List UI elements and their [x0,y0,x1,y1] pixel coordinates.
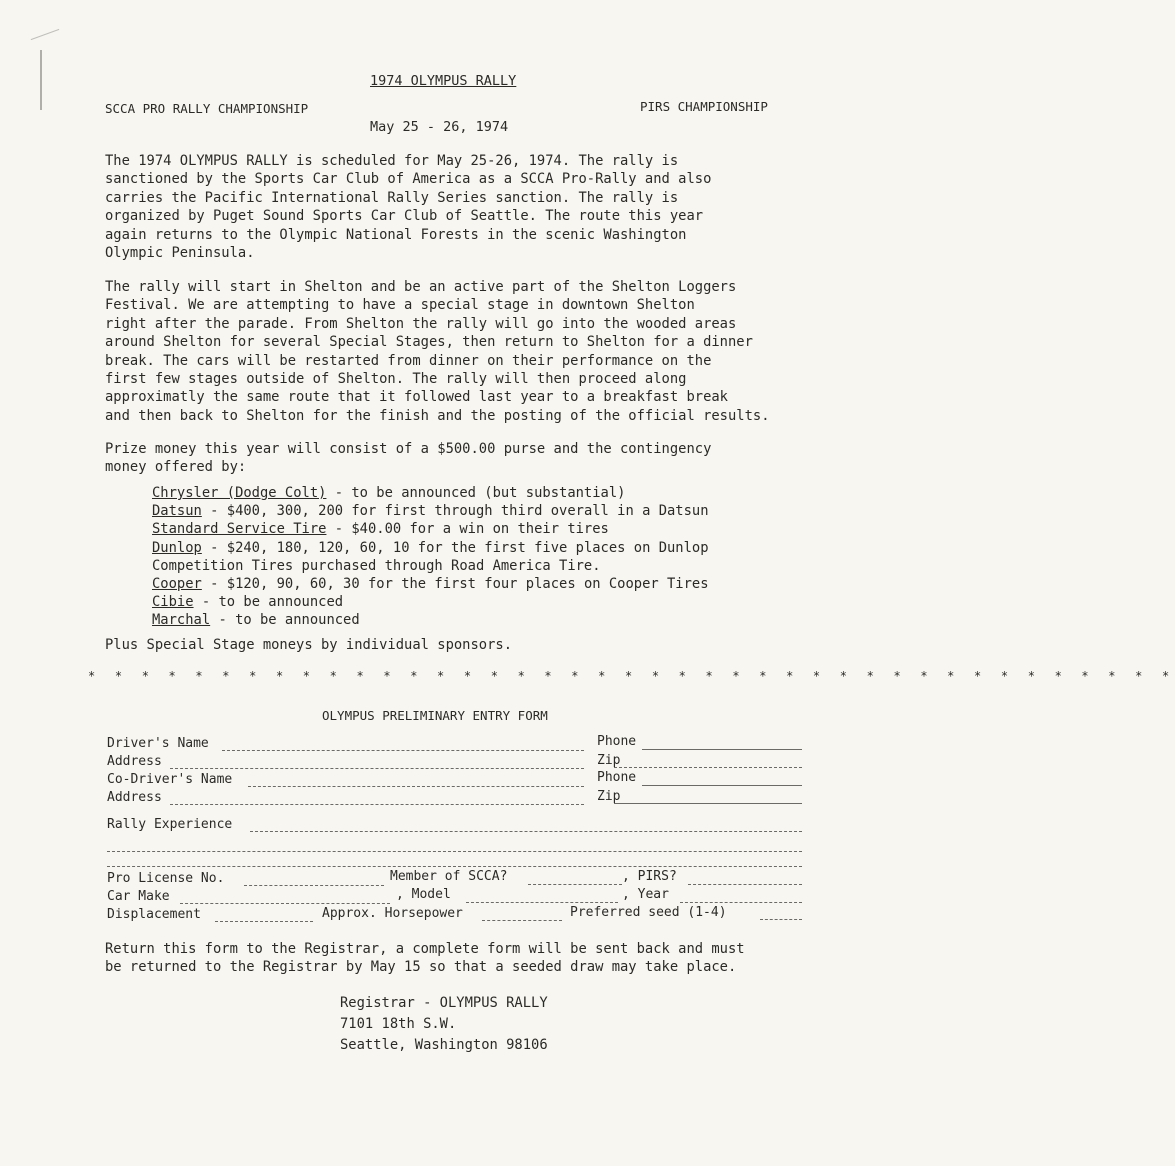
route-line: Festival. We are attempting to have a special stage in downtown Shelton [105,297,695,314]
registrar-line: 7101 18th S.W. [340,1016,457,1032]
codriver-zip-label: Zip [597,789,621,804]
pirs-championship-label: PIRS CHAMPIONSHIP [640,99,768,114]
sponsor-text: - to be announced [193,594,344,611]
codriver-address-label: Address [107,790,162,805]
pro-license-field[interactable] [244,885,384,886]
rally-experience-label: Rally Experience [107,817,233,832]
codriver-name-label: Co-Driver's Name [107,772,233,787]
sponsor-text: - to be announced (but substantial) [326,485,626,501]
route-line: approximatly the same route that it followed last year to a breakfast break [105,389,728,406]
scca-championship-label: SCCA PRO RALLY CHAMPIONSHIP [105,101,309,116]
sponsor-item [152,557,709,575]
driver-name-field[interactable] [222,750,584,751]
document-title: 1974 OLYMPUS RALLY [370,73,517,89]
horsepower-label: Approx. Horsepower [322,906,463,921]
event-dates: May 25 - 26, 1974 [370,119,509,135]
rally-experience-field[interactable] [250,831,802,832]
route-line: and then back to Shelton for the finish and the posting of the official results. [105,407,770,424]
return-instructions [105,940,825,977]
codriver-phone-field[interactable] [642,785,802,786]
displacement-label: Displacement [107,907,201,922]
sponsor-text: - $240, 180, 120, 60, 10 for the first five places on Dunlop [201,539,709,556]
sponsor-name: Dunlop [152,539,202,556]
driver-address-label: Address [107,754,162,769]
preferred-seed-label: Preferred seed (1-4) [570,905,727,920]
sponsor-item [152,484,709,502]
horsepower-field[interactable] [482,920,562,921]
intro-line: The 1974 OLYMPUS RALLY is scheduled for May 25-26, 1974. The rally is [105,153,679,169]
sponsor-list [152,484,709,630]
sponsor-name: Marchal [152,612,211,629]
prize-paragraph [105,440,825,477]
scca-member-label: Member of SCCA? [390,869,508,884]
sponsor-text: - $400, 300, 200 for first through third overall in a Datsun [201,503,709,520]
registrar-line: Registrar - OLYMPUS RALLY [340,995,548,1011]
intro-line: organized by Puget Sound Sports Car Club of Seattle. The route this year [105,208,704,225]
intro-line: Olympic Peninsula. [105,245,255,262]
driver-address-field[interactable] [170,768,584,769]
sponsor-item [152,611,709,629]
preferred-seed-field[interactable] [760,919,802,920]
driver-phone-label: Phone [597,734,637,749]
return-line: be returned to the Registrar by May 15 so that a seeded draw may take place. [105,959,737,976]
sponsor-item [152,520,709,538]
intro-line: carries the Pacific International Rally Series sanction. The rally is [105,189,679,206]
rally-experience-field-line2[interactable] [107,851,802,852]
intro-line: again returns to the Olympic National Forests in the scenic Washington [105,226,687,243]
prize-line: Prize money this year will consist of a $500.00 purse and the contingency [105,441,712,457]
codriver-zip-field[interactable] [614,803,802,804]
driver-phone-field[interactable] [642,749,802,750]
car-make-field[interactable] [180,903,390,904]
sponsor-text: Competition Tires purchased through Road America Tire. [152,557,601,574]
pencil-mark [31,29,60,40]
route-line: break. The cars will be restarted from dinner on their performance on the [105,352,712,369]
sponsor-name: Cooper [152,576,202,593]
car-model-label: , Model [396,887,451,902]
car-year-label: , Year [622,887,669,902]
sponsor-item [152,575,709,593]
prize-line: money offered by: [105,459,247,476]
route-line: first few stages outside of Shelton. The rally will then proceed along [105,371,687,388]
sponsor-text: - $120, 90, 60, 30 for the first four places on Cooper Tires [201,576,709,593]
route-paragraph [105,278,825,425]
sponsor-text: - $40.00 for a win on their tires [326,521,609,538]
codriver-name-field[interactable] [248,786,584,787]
intro-paragraph [105,152,825,262]
car-year-field[interactable] [680,902,802,903]
pirs-member-field[interactable] [688,884,802,885]
registrar-line: Seattle, Washington 98106 [340,1037,548,1053]
route-line: right after the parade. From Shelton the rally will go into the wooded areas [105,315,737,332]
pro-license-label: Pro License No. [107,871,225,886]
staple-mark [40,50,42,110]
scca-member-field[interactable] [528,884,622,885]
car-make-label: Car Make [107,889,170,904]
sponsor-name: Chrysler (Dodge Colt) [152,485,327,501]
sponsor-item [152,593,709,611]
special-stage-note: Plus Special Stage moneys by individual sponsors. [105,637,513,653]
sponsor-text: - to be announced [210,612,360,629]
displacement-field[interactable] [215,921,313,922]
pirs-member-label: , PIRS? [622,869,677,884]
driver-name-label: Driver's Name [107,736,209,751]
route-line: around Shelton for several Special Stages, then return to Shelton for a dinner [105,334,753,351]
sponsor-item [152,502,709,520]
sponsor-name: Standard Service Tire [152,521,327,538]
driver-zip-label: Zip [597,753,621,768]
entry-form-title: OLYMPUS PRELIMINARY ENTRY FORM [322,708,548,723]
sponsor-item [152,539,709,557]
return-line: Return this form to the Registrar, a complete form will be sent back and must [105,941,745,957]
registrar-address [340,993,548,1056]
codriver-phone-label: Phone [597,770,637,785]
intro-line: sanctioned by the Sports Car Club of America as a SCCA Pro-Rally and also [105,171,712,188]
car-model-field[interactable] [466,902,618,903]
rally-experience-field-line3[interactable] [107,866,802,867]
sponsor-name: Datsun [152,503,202,520]
codriver-address-field[interactable] [170,804,584,805]
sponsor-name: Cibie [152,594,194,611]
driver-zip-field[interactable] [614,767,802,768]
route-line: The rally will start in Shelton and be an active part of the Shelton Loggers [105,279,737,295]
star-divider: * * * * * * * * * * * * * * * * * * * * * * * * * * * * * * * * * * * * * * * * * [88,669,1175,683]
